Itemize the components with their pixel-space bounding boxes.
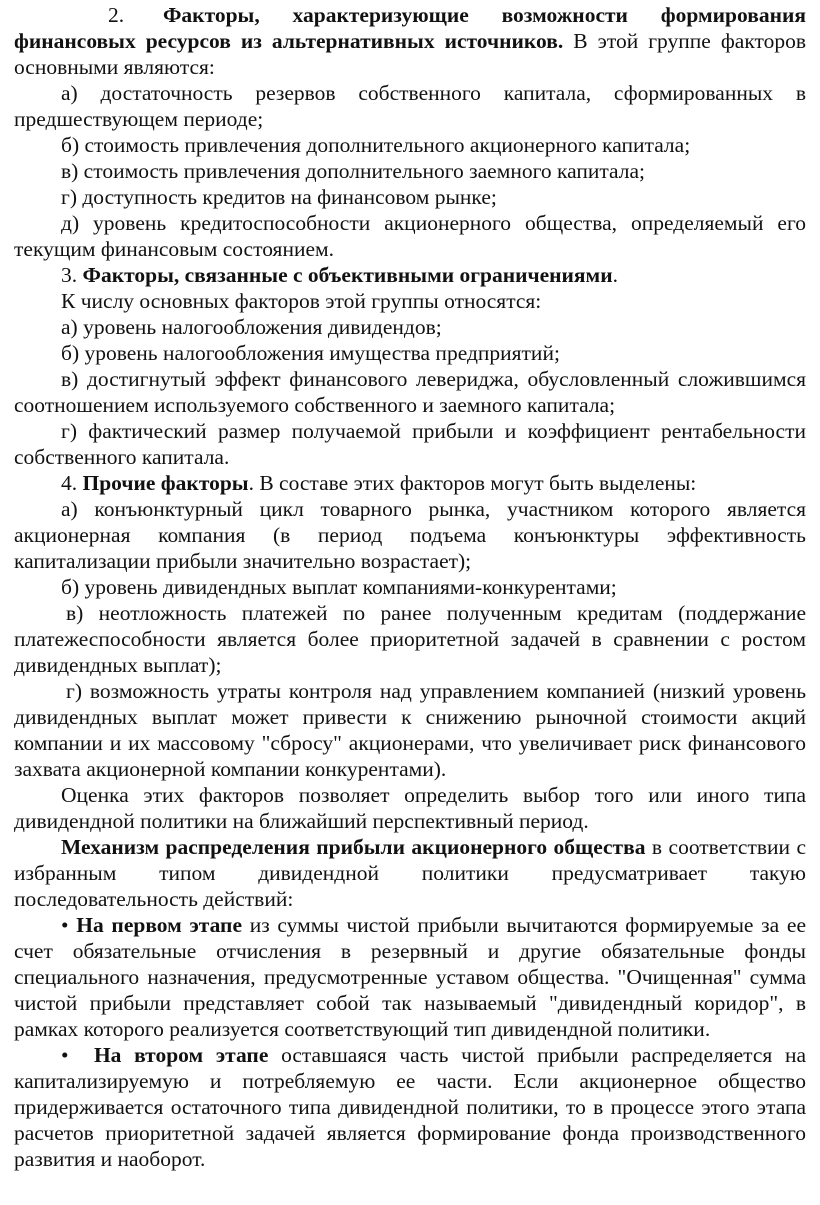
- paragraph-text: . В составе этих факторов могут быть выделены:: [248, 471, 697, 495]
- factor-group-2-paragraph: [14, 2, 806, 80]
- stage-1-paragraph: [14, 912, 806, 1042]
- list-item: г) фактический размер получаемой прибыли и коэффициент рентабельности собственного капитала.: [14, 419, 806, 469]
- list-item: б) стоимость привлечения дополнительного акционерного капитала;: [61, 133, 691, 157]
- list-item: а) конъюнктурный цикл товарного рынка, участником которого является акционерная компания (в период подъема конъюнктуры эффективность капитализации прибыли значительно возрастает);: [14, 497, 806, 573]
- paragraph-text: К числу основных факторов этой группы относятся:: [61, 289, 542, 313]
- bullet-icon: •: [61, 1043, 69, 1067]
- list-item: в) стоимость привлечения дополнительного заемного капитала;: [61, 159, 646, 183]
- paragraph-text: .: [612, 263, 618, 287]
- list-item: д) уровень кредитоспособности акционерного общества, определяемый его текущим финансовым состоянием.: [14, 211, 806, 261]
- mechanism-paragraph: [14, 834, 806, 912]
- stage-heading: На первом этапе: [76, 913, 242, 937]
- factor-group-heading: Факторы, характеризующие возможности формирования финансовых ресурсов из альтернативных источников.: [14, 3, 806, 53]
- mechanism-heading: Механизм распределения прибыли акционерного общества: [61, 835, 646, 859]
- list-item: в) неотложность платежей по ранее полученным кредитам (поддержание платежеспособности является более приоритетной задачей в сравнении с ростом дивидендных выплат);: [14, 601, 806, 677]
- list-item: б) уровень налогообложения имущества предприятий;: [61, 341, 560, 365]
- factor-group-4-paragraph: [14, 470, 806, 496]
- list-item: б) уровень дивидендных выплат компаниями-конкурентами;: [61, 575, 617, 599]
- list-item: г) возможность утраты контроля над управлением компанией (низкий уровень дивидендных выплат может привести к снижению рыночной стоимости акций компании и их массовому "сбросу" акционерами, что увеличивает риск финансового захвата акционерной компании конкурентами).: [14, 679, 806, 781]
- list-item: а) достаточность резервов собственного капитала, сформированных в предшествующем периоде;: [14, 81, 806, 131]
- factor-group-number: 3.: [61, 263, 78, 287]
- stage-heading: На втором этапе: [93, 1043, 269, 1067]
- paragraph-text: из суммы чистой прибыли вычитаются формируемые за ее счет обязательные отчисления в резервный и другие обязательные фонды специального назначения, предусмотренные уставом общества. "Очищенная" сумма чистой прибыли представляет собой так называемый "дивидендный коридор", в рамках которого реализуется соответствующий тип дивидендной политики.: [14, 913, 807, 1041]
- factor-group-number: 2.: [108, 3, 125, 27]
- paragraph-text: Оценка этих факторов позволяет определить выбор того или иного типа дивидендной политики на ближайший перспективный период.: [14, 783, 806, 833]
- factor-group-3-paragraph: [14, 262, 806, 288]
- list-item: г) доступность кредитов на финансовом рынке;: [61, 185, 497, 209]
- factor-group-heading: Прочие факторы: [82, 471, 249, 495]
- factor-group-heading: Факторы, связанные с объективными ограничениями: [82, 263, 613, 287]
- list-item: а) уровень налогообложения дивидендов;: [61, 315, 442, 339]
- bullet-icon: •: [61, 913, 69, 937]
- paragraph-text: В этой группе факторов основными являются:: [14, 29, 806, 79]
- paragraph-text: оставшаяся часть чистой прибыли распределяется на капитализируемую и потребляемую ее части. Если акционерное общество придерживается остаточного типа дивидендной политики, то в процессе этого этапа расчетов приоритетной задачей является формирование фонда производственного развития и наоборот.: [14, 1043, 807, 1171]
- factor-group-number: 4.: [61, 471, 78, 495]
- list-item: в) достигнутый эффект финансового левериджа, обусловленный сложившимся соотношением используемого собственного и заемного капитала;: [14, 367, 806, 417]
- paragraph-text: в соответствии с избранным типом дивидендной политики предусматривает такую последовательность действий:: [14, 835, 807, 911]
- stage-2-paragraph: [14, 1042, 806, 1172]
